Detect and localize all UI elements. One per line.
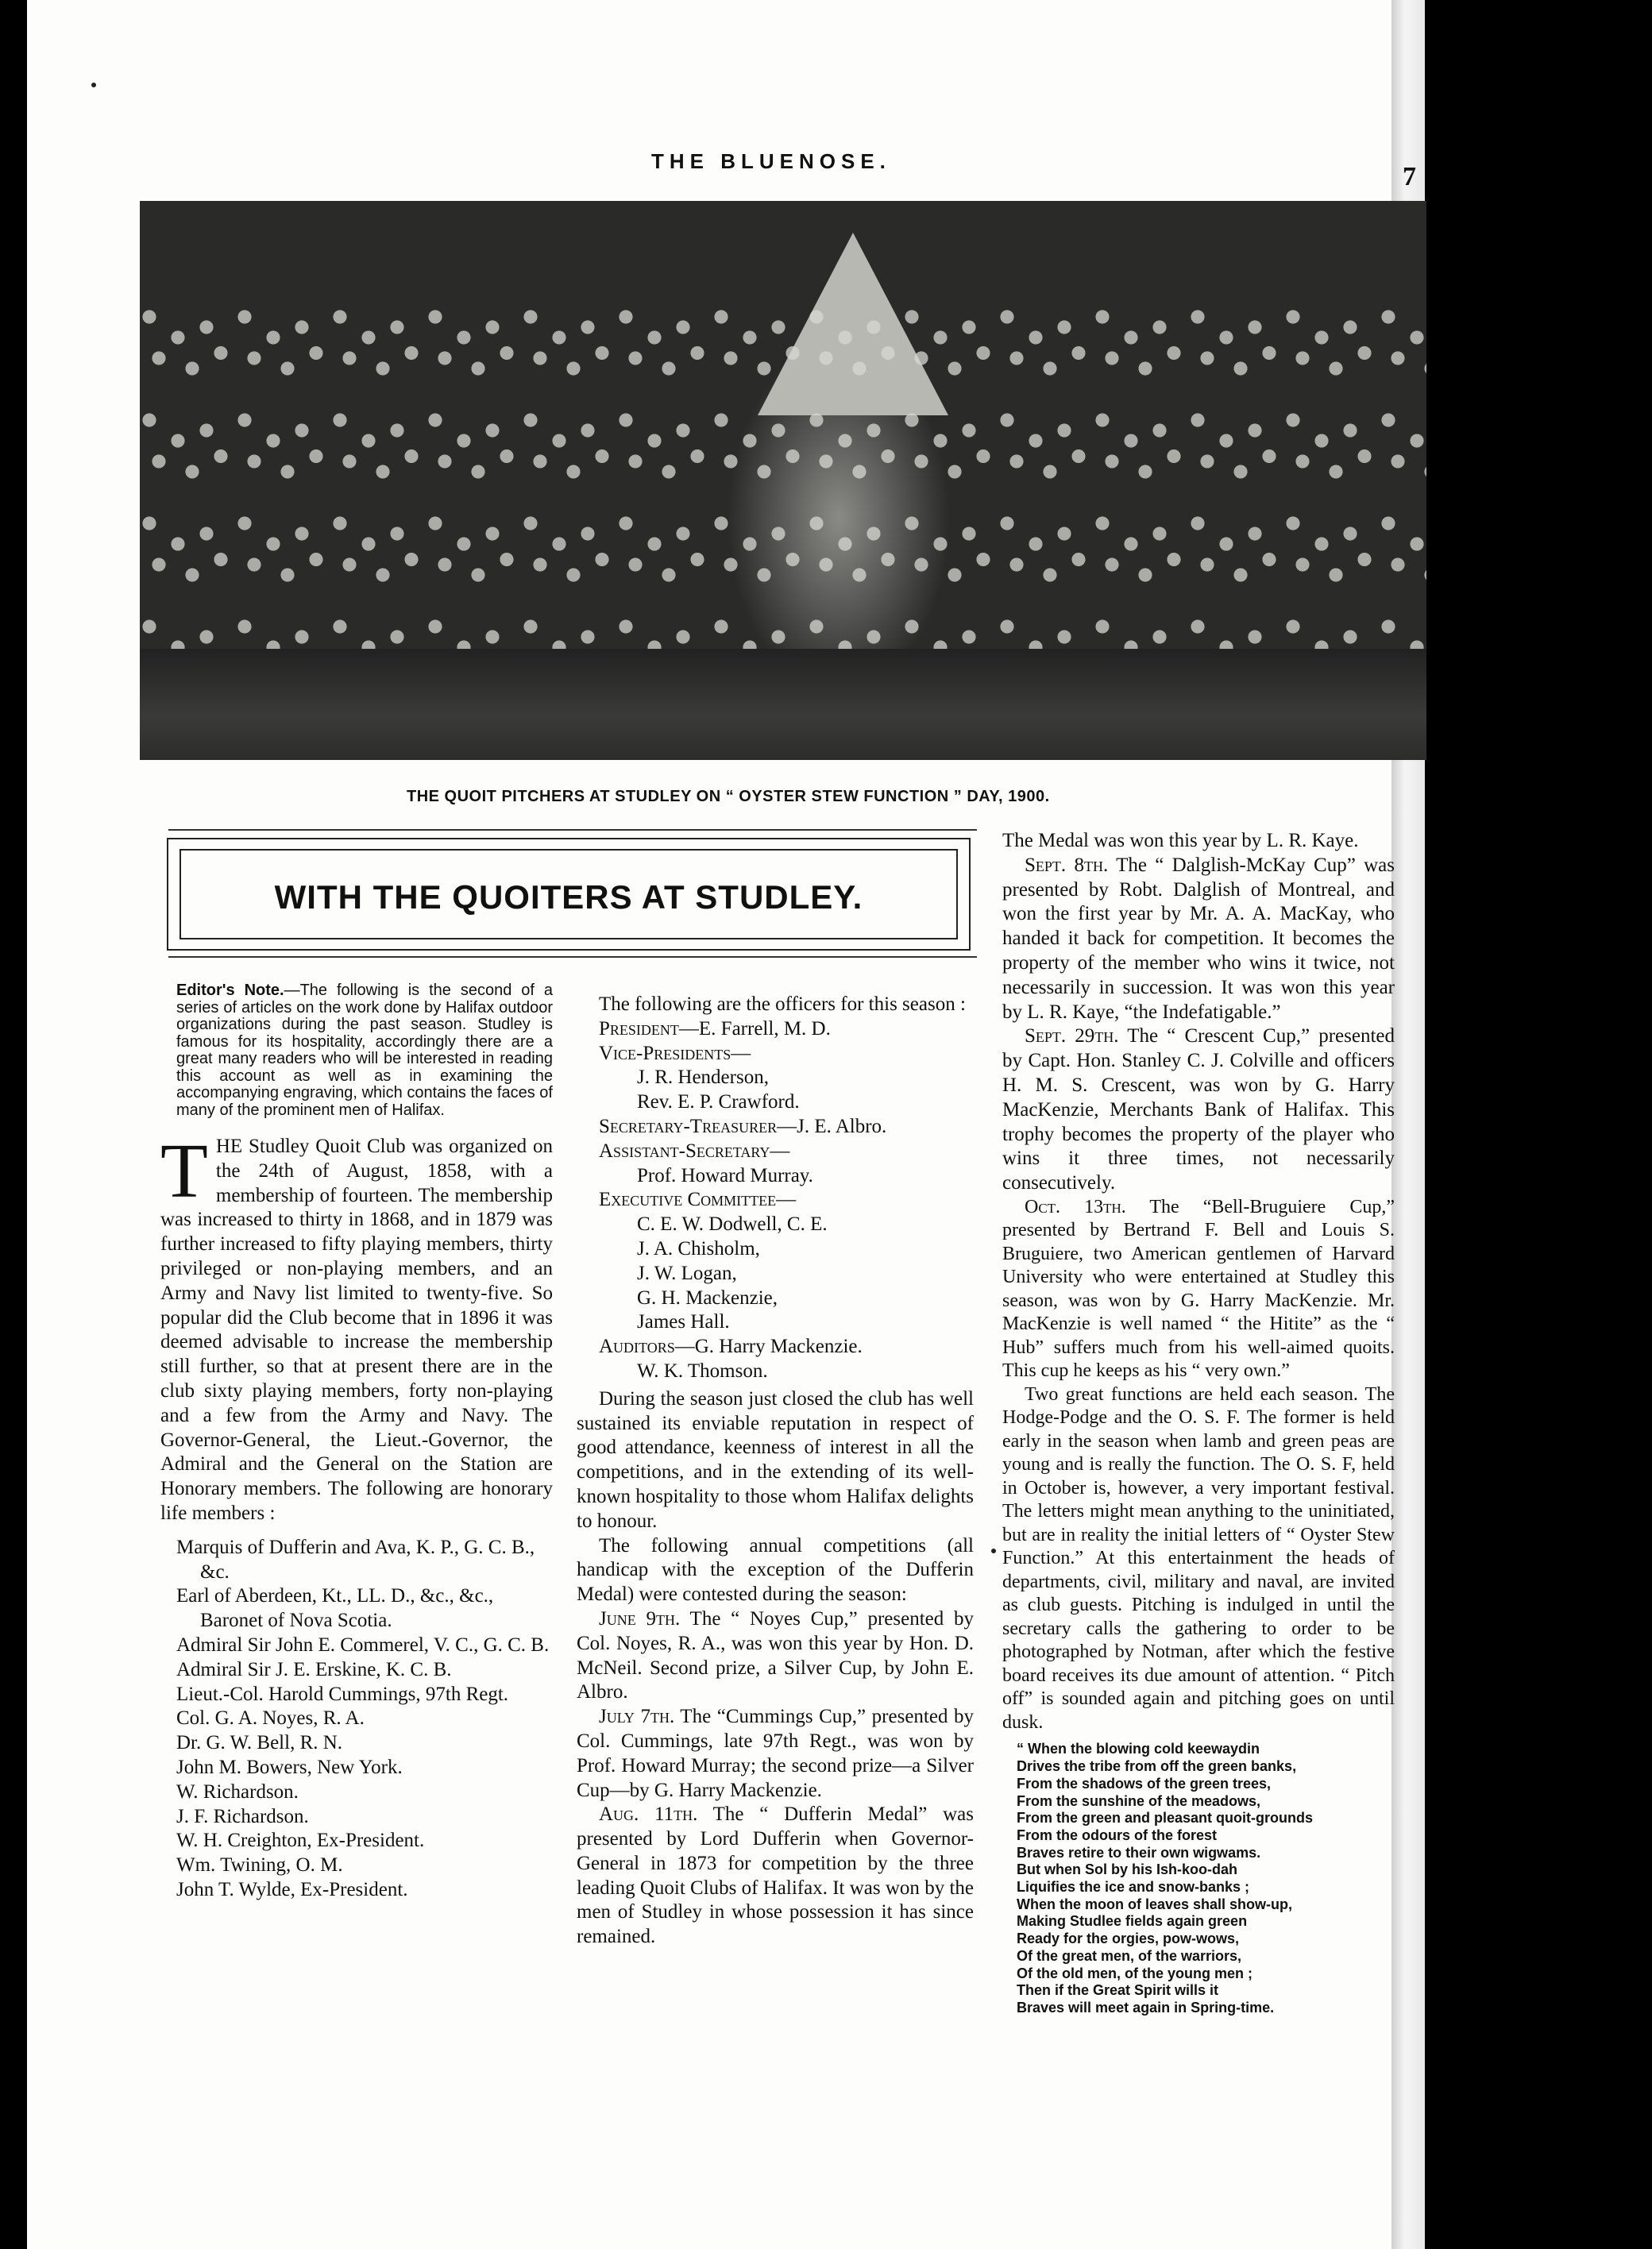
officer-label: Executive Committee—	[599, 1189, 797, 1211]
poem-line: Then if the Great Spirit wills it	[1017, 1982, 1219, 1999]
list-item: Wm. Twining, O. M.	[176, 1854, 343, 1877]
poem-line: From the odours of the forest	[1017, 1827, 1217, 1843]
speck	[991, 1549, 996, 1553]
editors-note-label: Editor's Note.	[176, 982, 284, 999]
list-item: John T. Wylde, Ex-President.	[176, 1878, 408, 1900]
intro-paragraph	[160, 1128, 553, 1526]
officer-value: J. R. Henderson,	[637, 1067, 769, 1089]
officer-president	[577, 1017, 974, 1042]
officer-value: —E. Farrell, M. D.	[678, 1017, 831, 1040]
poem-line: Of the great men, of the warriors,	[1017, 1947, 1242, 1964]
poem-line: From the green and pleasant quoit-grounds	[1017, 1810, 1314, 1827]
officers-list	[577, 1017, 974, 1384]
editors-note	[160, 982, 553, 1119]
list-item: Admiral Sir J. E. Erskine, K. C. B.	[176, 1658, 452, 1680]
officer-value: J. W. Logan,	[637, 1262, 737, 1284]
column-one	[160, 982, 553, 1903]
officer-label: Assistant-Secretary—	[599, 1140, 790, 1162]
drop-cap: T	[160, 1128, 208, 1214]
date-label: June 9th.	[599, 1607, 681, 1630]
poem-line: When the moon of leaves shall show-up,	[1017, 1896, 1293, 1912]
crowd-figures	[140, 296, 1426, 709]
season-paragraph: During the season just closed the club has well sustained its enviable reputation in respect of good attendance, keenness of interest in all the competitions, and in the extending of its well-known hospitality to those whom Halifax delights to honour.	[577, 1387, 974, 1532]
officer-value: James Hall.	[637, 1311, 730, 1333]
list-item: John M. Bowers, New York.	[176, 1756, 403, 1778]
officer-label: Vice-Presidents—	[599, 1042, 751, 1064]
list-item: Earl of Aberdeen, Kt., LL. D., &c., &c., Baronet of Nova Scotia.	[176, 1585, 494, 1632]
officer-value: W. K. Thomson.	[637, 1360, 768, 1382]
officer-value: Rev. E. P. Crawford.	[637, 1091, 800, 1113]
officers-intro: The following are the officers for this season :	[599, 993, 966, 1015]
speck	[91, 83, 96, 87]
list-item: Lieut.-Col. Harold Cummings, 97th Regt.	[176, 1683, 509, 1705]
date-label: Sept. 29th.	[1025, 1025, 1119, 1047]
intro-text: HE Studley Quoit Club was organized on the 24th of August, 1858, with a membership of fourteen. The membership was increased to thirty in 1868, and in 1879 was further increased to fifty playing members, thirty privileged or non-playing members, and an Army and Navy list limited to twenty-five. So popular did the Club become that in 1896 it was deemed advisable to increase the membership still further, so that at present there are in the club sixty playing members, forty non-playing and a few from the Army and Navy. The Governor-General, the Lieut.-Governor, the Admiral and the General on the Station are Honorary members. The following are honorary life members :	[160, 1136, 553, 1524]
poem-line: Of the old men, of the young men ;	[1017, 1965, 1253, 1981]
functions-paragraph: Two great functions are held each season. The Hodge-Podge and the O. S. F. The former is held early in the season when lamb and green peas are young and is really the function. The O. S. F, held in October is, however, a very important festival. The letters might mean anything to the uninitiated, but are in reality the initial letters of “ Oyster Stew Function.” At this entertainment the heads of departments, civil, military and naval, are invited as club guests. Pitching is indulged in until the secretary calls the gathering to order to be photographed by Notman, after which the festive board receives its due amount of attention. “ Pitch off” is sounded again and pitching goes on until dusk.	[1002, 1383, 1395, 1733]
page-number: 7	[1403, 162, 1416, 191]
poem-line: From the sunshine of the meadows,	[1017, 1792, 1261, 1809]
sept29-paragraph	[1002, 1024, 1395, 1196]
date-label: Sept. 8th.	[1025, 854, 1109, 876]
competitions-intro: The following annual competitions (all handicap with the exception of the Dufferin Medal) were contested during the season:	[577, 1534, 974, 1606]
paragraph-text: The “ Noyes Cup,” presented by Col. Noyes, R. A., was won this year by Hon. D. McNeil. Second prize, a Silver Cup, by John E. Albro.	[577, 1607, 975, 1703]
august-paragraph	[577, 1803, 974, 1950]
june-paragraph	[577, 1607, 974, 1705]
group-photograph	[140, 201, 1426, 760]
poem-line: From the shadows of the green trees,	[1017, 1775, 1272, 1792]
column-three	[1002, 829, 1395, 2017]
list-item: J. F. Richardson.	[176, 1805, 309, 1827]
list-item: Admiral Sir John E. Commerel, V. C., G. C. B.	[176, 1634, 550, 1656]
officer-secretary	[577, 1115, 974, 1140]
title-rule-top	[168, 829, 977, 831]
honorary-members-list	[160, 1536, 553, 1903]
list-item: Col. G. A. Noyes, R. A.	[176, 1707, 365, 1730]
ground-shading	[140, 649, 1426, 760]
paragraph-text: The “ Dufferin Medal” was presented by Lord Dufferin when Governor-General in 1873 for competition by the three leading Quoit Clubs of Halifax. It was won by the men of Studley in whose possession it has since remained.	[577, 1803, 974, 1948]
date-label: July 7th.	[599, 1706, 675, 1728]
officer-value: —J. E. Albro.	[777, 1115, 887, 1137]
column-two	[577, 993, 974, 1950]
officer-value: J. A. Chisholm,	[637, 1237, 760, 1260]
poem-line: Liquifies the ice and snow-banks ;	[1017, 1879, 1250, 1896]
list-item: Dr. G. W. Bell, R. N.	[176, 1732, 343, 1754]
editors-note-text: —The following is the second of a series of articles on the work done by Halifax outdoor organizations during the past season. Studley is famous for its hospitality, accordingly there are a great many readers who will be interested in reading this account as well as in examining the accompanying engraving, which contains the faces of many of the prominent men of Halifax.	[176, 982, 553, 1119]
title-rule-bottom	[168, 956, 977, 958]
october-paragraph	[1002, 1196, 1395, 1383]
poem-line: “ When the blowing cold keewaydin	[1017, 1741, 1260, 1757]
poem-line: But when Sol by his Ish-koo-dah	[1017, 1861, 1238, 1878]
officer-label: Secretary-Treasurer	[599, 1115, 778, 1137]
date-label: Oct. 13th.	[1025, 1196, 1126, 1217]
officer-value: G. H. Mackenzie,	[637, 1287, 778, 1309]
paragraph-text: The “ Crescent Cup,” presented by Capt. Hon. Stanley C. J. Colville and officers H. M. S. Crescent, was won by G. Harry MacKenzie, Merchants Bank of Halifax. This trophy becomes the property of the player who wins it three times, not necessarily consecutively.	[1002, 1025, 1395, 1194]
officer-value: C. E. W. Dodwell, C. E.	[637, 1213, 828, 1236]
list-item: W. Richardson.	[176, 1780, 299, 1803]
photo-caption: THE QUOIT PITCHERS AT STUDLEY ON “ OYSTER STEW FUNCTION ” DAY, 1900.	[407, 788, 1050, 805]
poem	[1002, 1741, 1395, 2016]
paragraph-text: The “Cummings Cup,” presented by Col. Cummings, late 97th Regt., was won by Prof. Howard Murray; the second prize—a Silver Cup—by G. Harry Mackenzie.	[577, 1706, 975, 1801]
list-item: Marquis of Dufferin and Ava, K. P., G. C. B., &c.	[176, 1536, 535, 1583]
officer-label: Auditors	[599, 1336, 675, 1358]
officer-value: Prof. Howard Murray.	[637, 1164, 813, 1186]
poem-line: Braves will meet again in Spring-time.	[1017, 2000, 1275, 2016]
poem-line: Braves retire to their own wigwams.	[1017, 1844, 1261, 1861]
list-item: W. H. Creighton, Ex-President.	[176, 1830, 425, 1852]
officer-value: —G. Harry Mackenzie.	[674, 1336, 863, 1358]
medal-paragraph: The Medal was won this year by L. R. Kaye.	[1002, 830, 1359, 851]
poem-line: Making Studlee fields again green	[1017, 1913, 1248, 1930]
poem-line: Drives the tribe from off the green banks,	[1017, 1758, 1297, 1775]
july-paragraph	[577, 1705, 974, 1803]
officer-auditors	[577, 1335, 974, 1360]
sept8-paragraph	[1002, 854, 1395, 1025]
paragraph-text: The “ Dalglish-McKay Cup” was presented by Robt. Dalglish of Montreal, and won the first year by Mr. A. A. MacKay, who handed it back for competition. It becomes the property of the member who wins it twice, not necessarily in succession. It was won this year by L. R. Kaye, “the Indefatigable.”	[1002, 854, 1395, 1023]
poem-line: Ready for the orgies, pow-wows,	[1017, 1931, 1240, 1947]
date-label: Aug. 11th.	[599, 1803, 698, 1826]
article-title: WITH THE QUOITERS AT STUDLEY.	[274, 878, 863, 916]
running-head: THE BLUENOSE.	[651, 149, 891, 173]
paragraph-text: The “Bell-Bruguiere Cup,” presented by Bertrand F. Bell and Louis S. Bruguiere, two American gentlemen of Harvard University who were entertained at Studley this season, was won by G. Harry MacKenzie. Mr. MacKenzie is well named “ the Hitite” as the “ Hub” suffers much from his well-aimed quoits. This cup he keeps as his “ very own.”	[1002, 1196, 1395, 1382]
officer-label: President	[599, 1017, 679, 1040]
